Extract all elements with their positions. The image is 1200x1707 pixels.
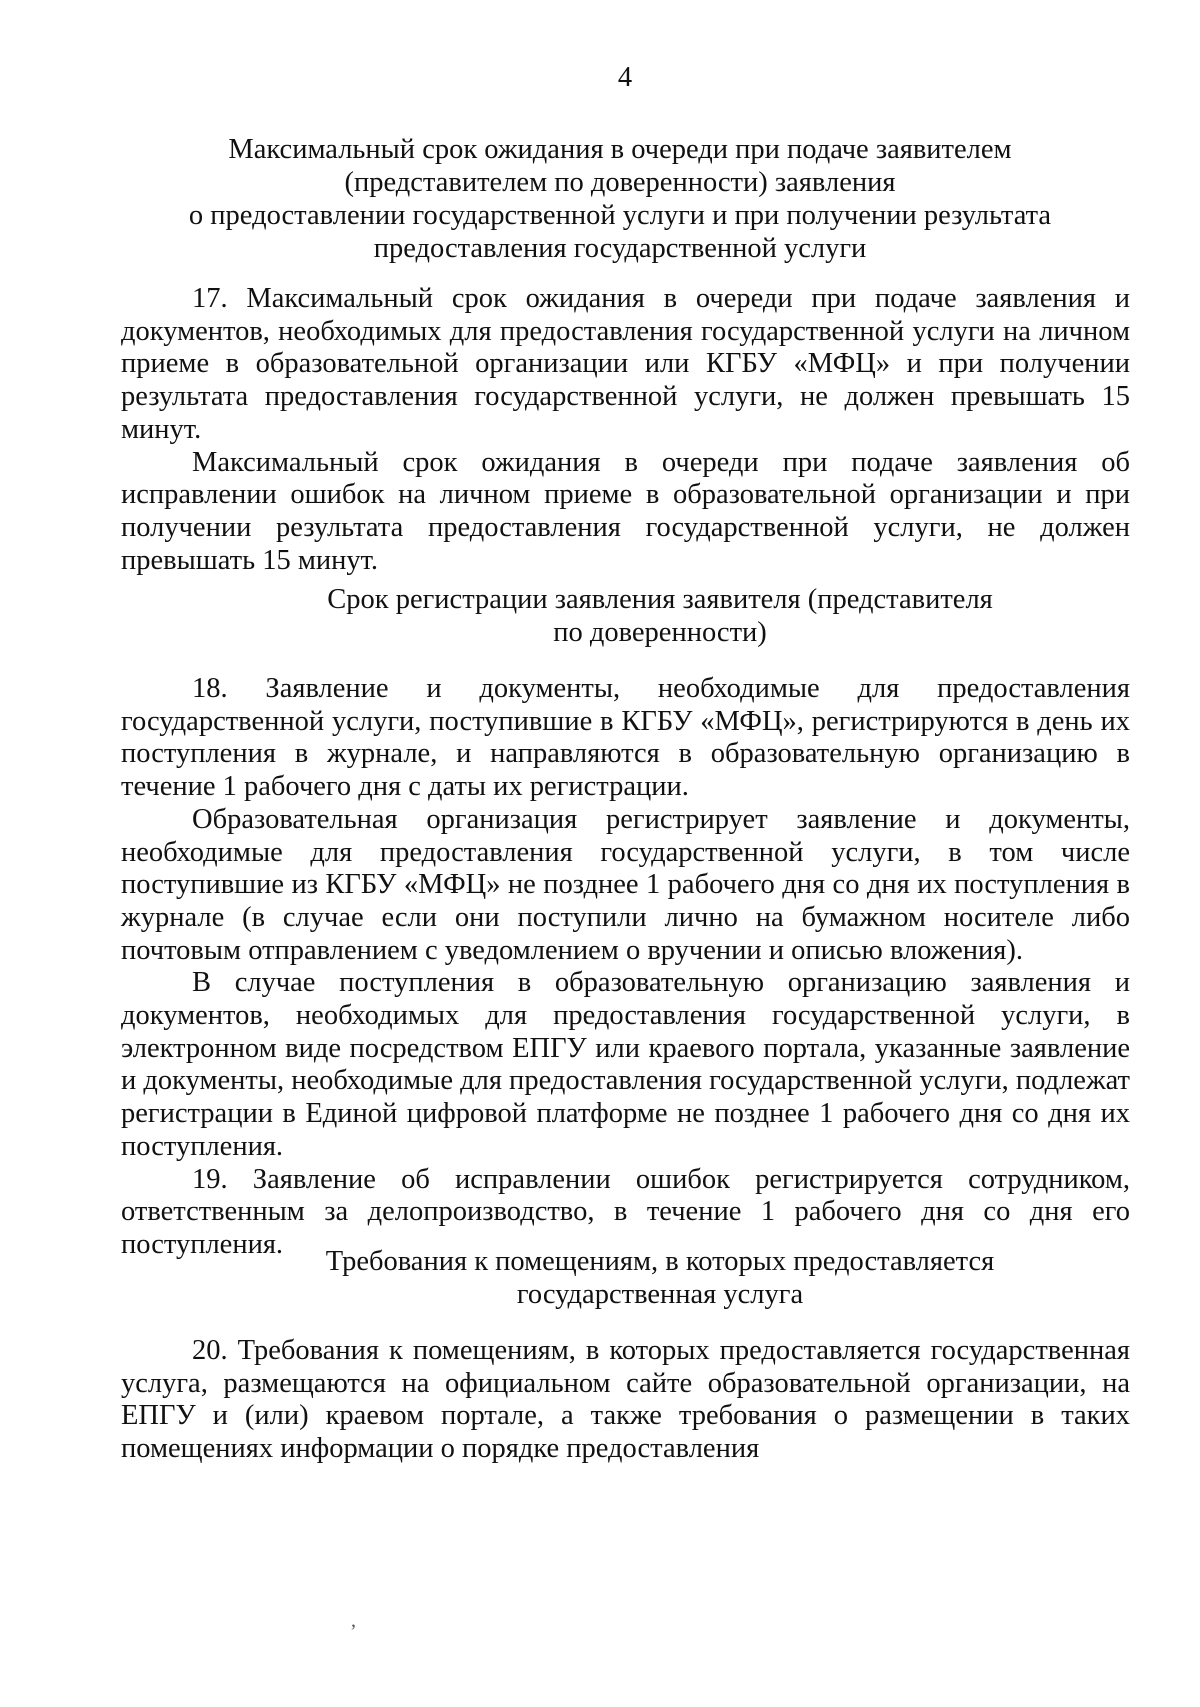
page-number: 4: [617, 62, 633, 93]
paragraph-19: 19. Заявление об исправлении ошибок регистрируется сотрудником, ответственным за делопроизводство, в течение 1 рабочего дня со дня его поступления.: [121, 1163, 1130, 1260]
section-heading-registration-term: [160, 583, 1160, 649]
paragraph-18-organization: Образовательная организация регистрирует заявление и документы, необходимые для предоставления государственной услуги, в том числе поступившие из КГБУ «МФЦ» не позднее 1 рабочего дня со дня их поступления в журнале (в случае если они поступили лично на бумажном носителе либо почтовым отправлением с уведомлением о вручении и описью вложения).: [121, 803, 1130, 966]
paragraph-18-electronic: В случае поступления в образовательную организацию заявления и документов, необходимых для предоставления государственной услуги, в электронном виде посредством ЕПГУ или краевого портала, указанные заявление и документы, необходимые для предоставления государственной услуги, подлежат регистрации в Единой цифровой платформе не позднее 1 рабочего дня со дня их поступления.: [121, 967, 1131, 1162]
paragraph-18: 18. Заявление и документы, необходимые для предоставления государственной услуги, поступившие в КГБУ «МФЦ», регистрируются в день их поступления в журнале, и направляются в образовательную организацию в течение 1 рабочего дня с даты их регистрации.: [121, 673, 1130, 803]
section-heading-waiting-time: [160, 133, 1080, 265]
section-heading-premises: [160, 1245, 1160, 1311]
paragraph-20: 20. Требования к помещениям, в которых предоставляется государственная услуга, размещаются на официальном сайте образовательной организации, на ЕПГУ и (или) краевом портале, а также требования о размещении в таких помещениях информации о порядке предоставления: [121, 1335, 1130, 1465]
heading-line: Срок регистрации заявления заявителя (представителя: [327, 584, 993, 615]
scan-artifact-mark: ʼ: [350, 1621, 357, 1643]
paragraph-17: 17. Максимальный срок ожидания в очереди при подаче заявления и документов, необходимых для предоставления государственной услуги на личном приеме в образовательной организации или КГБУ «МФЦ» и при получении результата предоставления государственной услуги, не должен превышать 15 минут.: [121, 283, 1130, 445]
heading-line: предоставления государственной услуги: [373, 233, 867, 264]
section-body-waiting-time: [121, 283, 1130, 577]
heading-line: государственная услуга: [516, 1279, 804, 1310]
heading-line: Максимальный срок ожидания в очереди при подаче заявителем: [228, 134, 1012, 165]
heading-line: по доверенности): [553, 617, 767, 648]
section-body-premises: [121, 1335, 1130, 1466]
heading-line: (представителем по доверенности) заявления: [344, 167, 896, 198]
section-body-registration-term: [121, 673, 1130, 1262]
heading-line: Требования к помещениям, в которых предоставляется: [325, 1246, 995, 1277]
paragraph-17-correction: Максимальный срок ожидания в очереди при подаче заявления об исправлении ошибок на личном приеме в образовательной организации и при получении результата предоставления государственной услуги, не должен превышать 15 минут.: [121, 446, 1130, 576]
heading-line: о предоставлении государственной услуги и при получении результата: [188, 200, 1052, 231]
